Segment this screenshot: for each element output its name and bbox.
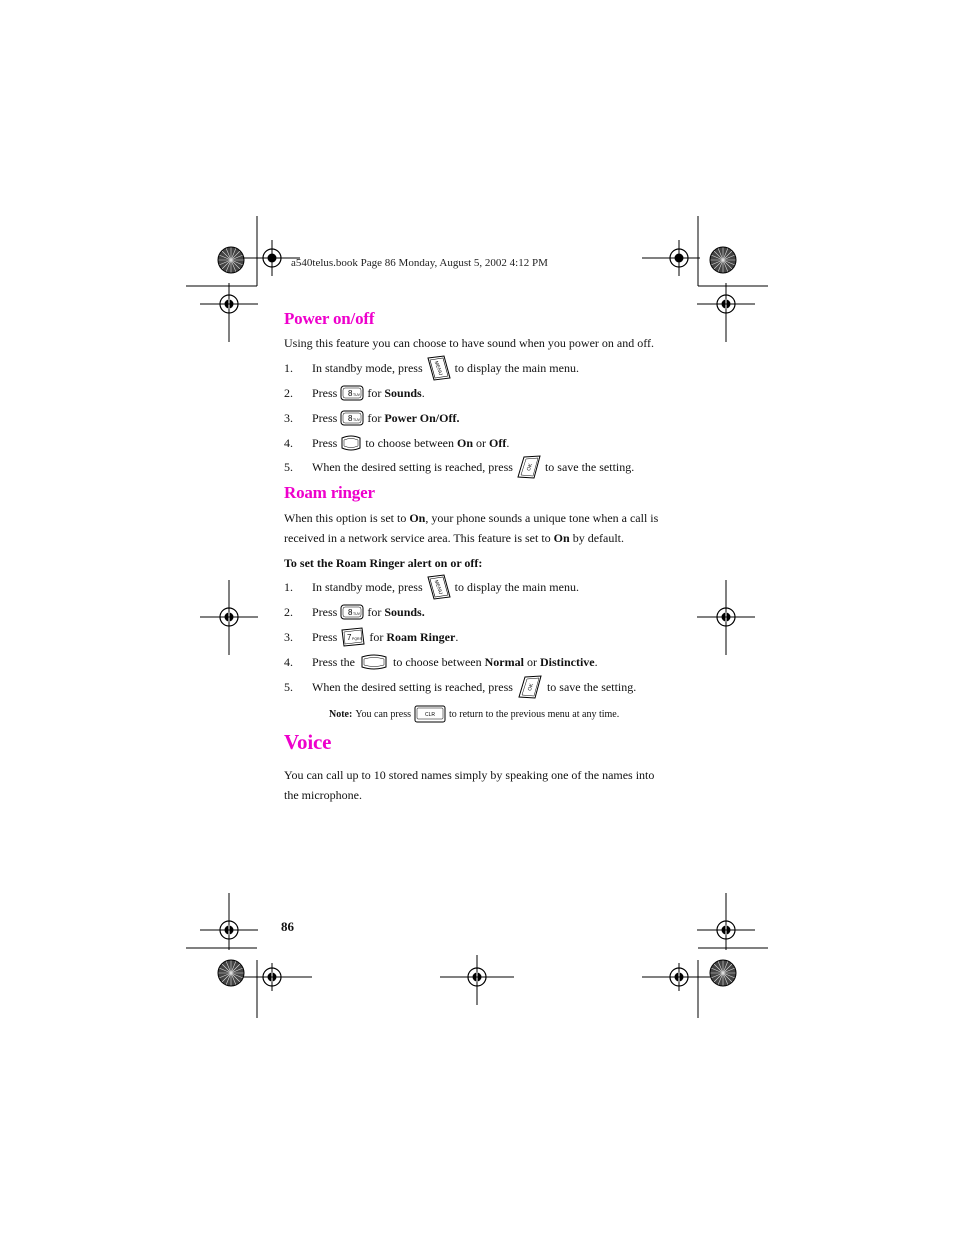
key-8-icon bbox=[340, 385, 364, 401]
roam-step-3: 3. Press 7 PQRS for Roam Ringer . bbox=[284, 626, 458, 648]
svg-text:TUV: TUV bbox=[353, 393, 361, 397]
menu-key-icon bbox=[426, 574, 452, 600]
page-number: 86 bbox=[281, 919, 294, 934]
section-title-power: Power on/off bbox=[284, 309, 375, 328]
svg-text:OK: OK bbox=[525, 462, 534, 472]
svg-text:TUV: TUV bbox=[353, 418, 361, 422]
svg-text:OK: OK bbox=[526, 682, 535, 692]
key-7-icon bbox=[340, 627, 366, 647]
section-title-roam: Roam ringer bbox=[284, 483, 375, 502]
power-step-3: 3. Press 8 TUV for Power On/Off. bbox=[284, 410, 460, 425]
clr-key-icon bbox=[414, 705, 446, 723]
print-header: a540telus.book Page 86 Monday, August 5, 2002 4:12 PM bbox=[291, 257, 548, 269]
menu-key-icon bbox=[426, 355, 452, 381]
roam-step-4: 4. Press the to choose between Normal or Distinctive . bbox=[284, 651, 598, 673]
svg-text:8: 8 bbox=[348, 389, 353, 398]
power-step-2: 2. Press 8 TUV for Sounds . bbox=[284, 385, 425, 400]
svg-text:8: 8 bbox=[348, 414, 353, 423]
power-step-1: 1. In standby mode, press MENU to display the main menu. bbox=[284, 357, 579, 379]
svg-text:7: 7 bbox=[347, 633, 352, 642]
ok-key-icon bbox=[516, 455, 542, 479]
power-step-4: 4. Press to choose between On or Off . bbox=[284, 432, 509, 454]
roam-step-5: 5. When the desired setting is reached, press OK to save the setting. bbox=[284, 676, 636, 698]
svg-text:PQRS: PQRS bbox=[352, 637, 363, 641]
voice-body: You can call up to 10 stored names simply by speaking one of the names into the microphone. bbox=[284, 768, 655, 802]
roam-intro: When this option is set to On, your phone sounds a unique tone when a call is received in a network service area. This feature is set to On by default. bbox=[284, 511, 659, 545]
key-8-icon bbox=[340, 410, 364, 426]
power-step-5: 5. When the desired setting is reached, press OK to save the setting. bbox=[284, 456, 634, 478]
roam-step-2: 2. Press 8 TUV for Sounds. bbox=[284, 604, 425, 619]
svg-text:CLR: CLR bbox=[424, 712, 435, 718]
svg-text:8: 8 bbox=[348, 608, 353, 617]
roam-step-1: 1. In standby mode, press MENU to display the main menu. bbox=[284, 576, 579, 598]
svg-text:MENU: MENU bbox=[432, 360, 444, 377]
nav-key-icon bbox=[359, 653, 389, 671]
svg-text:MENU: MENU bbox=[432, 579, 444, 596]
roam-note: Note: You can press CLR to return to the previous menu at any time. bbox=[329, 703, 619, 725]
svg-text:TUV: TUV bbox=[353, 612, 361, 616]
section-title-voice: Voice bbox=[284, 730, 332, 754]
roam-subhead: To set the Roam Ringer alert on or off: bbox=[284, 556, 483, 570]
key-8-icon bbox=[340, 604, 364, 620]
nav-key-icon bbox=[340, 434, 362, 452]
ok-key-icon bbox=[517, 675, 543, 699]
power-intro: Using this feature you can choose to have sound when you power on and off. bbox=[284, 336, 655, 350]
